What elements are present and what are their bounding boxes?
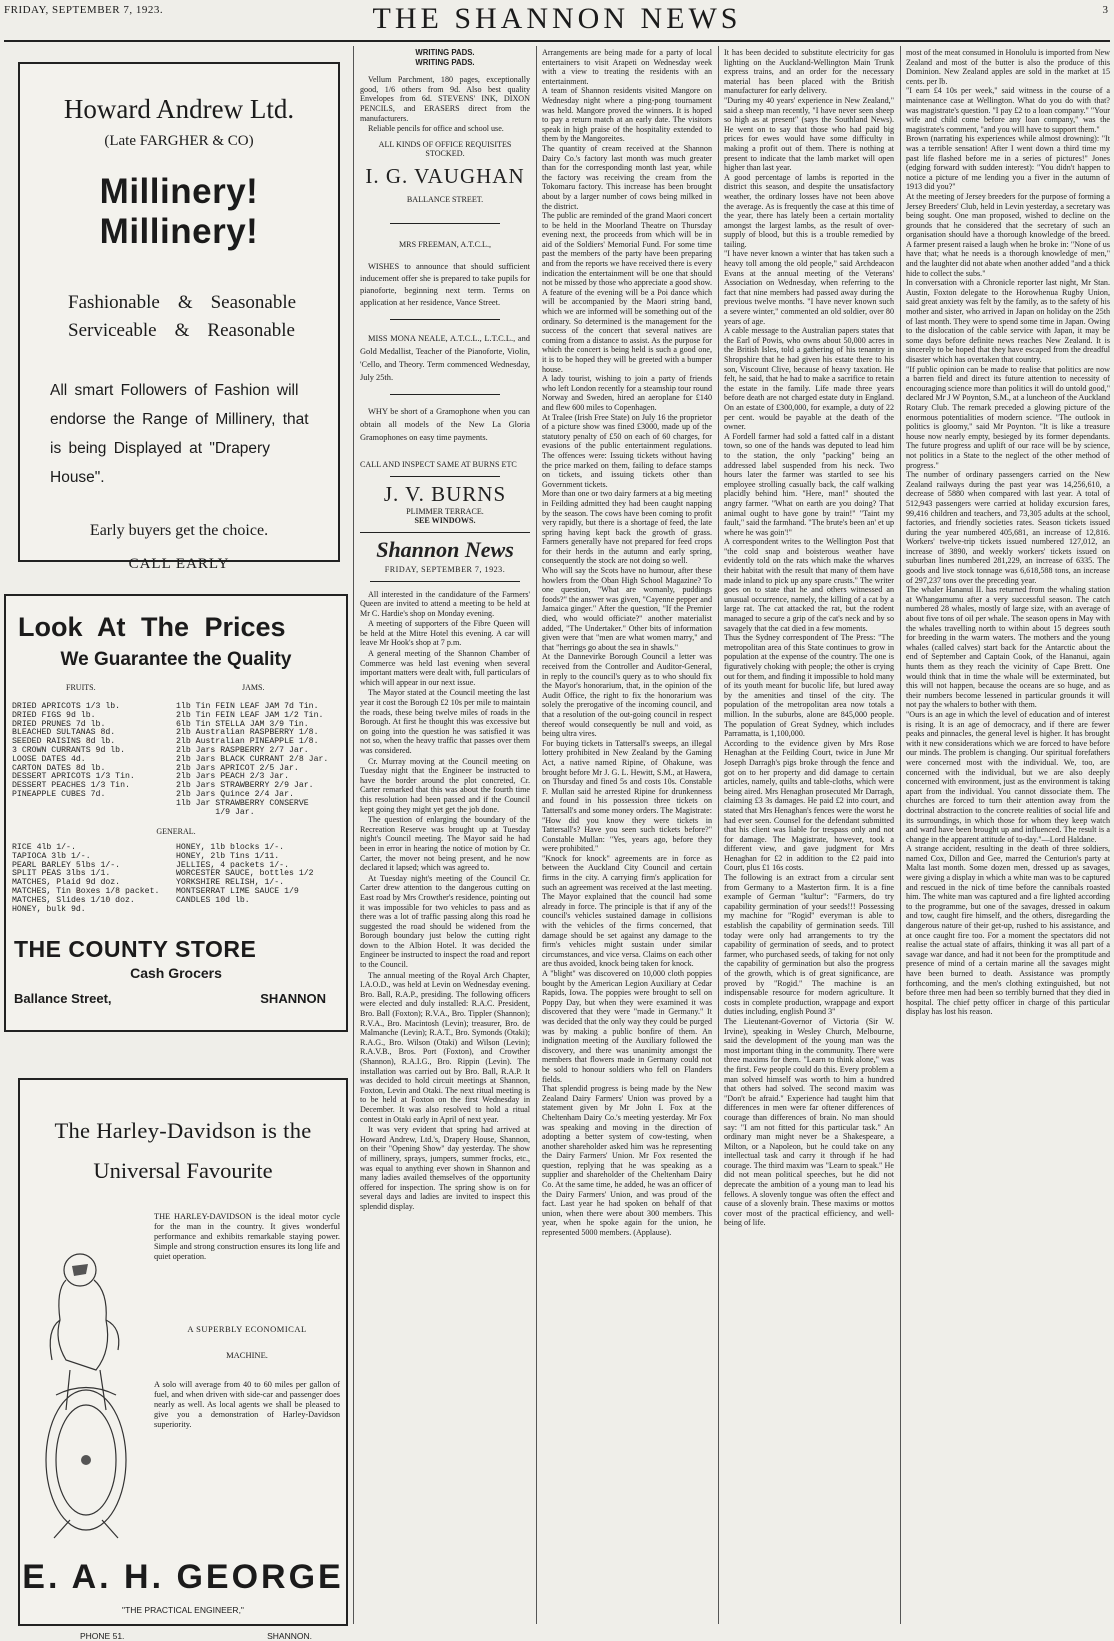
tag-serviceable: Serviceable [68,320,157,341]
vaughan-address: BALLANCE STREET. [406,194,484,204]
ampersand: & [174,320,190,341]
store-address-row [14,991,326,1006]
news-item: Cr. Murray moving at the Council meeting on Tuesday night that the Engineer be instructed to have the border around the plot concreted, Cr. Carter remarked that this was about the fourth time this resolution had been passed and if the Council kept going they might yet get the job done. [360,756,530,814]
gramophone-notice: WHY be short of a Gramophone when you can obtain all models of the New La Gloria Gramophones on easy time payments. [360,407,530,443]
harley-headline-1: The Harley-Davidson is the [54,1118,312,1143]
writing-pads-head: WRITING PADS. [415,48,475,57]
jams-heading: JAMS. [242,683,265,692]
general-list-left: RICE 4lb 1/-. TAPIOCA 3lb 1/-. PEARL BARLEY 5lbs 1/-. SPLIT PEAS 3lbs 1/1. MATCHES, Plaid 9d doz. MATCHES, Tin Boxes 1/8 packet. MATCHES, Slides 1/10 doz. HONEY, bulk 9d. [12,843,160,914]
howard-andrew-ad [18,62,340,572]
column-divider [536,46,537,1624]
freeman-notice: WISHES to announce that should sufficient inducement offer she is prepared to take pupils for pianoforte, beginning next term. Terms on application at her residence, Vance Street. [360,262,530,308]
inspect-notice: CALL AND INSPECT SAME AT BURNS ETC [360,460,517,470]
general-lists [6,844,346,924]
harley-description: THE HARLEY-DAVIDSON is the ideal motor cycle for the man in the country. It gives wonderful performance and exhibits remarkable staying power. Simple and strong construction ensures its long life and quiet operation. [154,1212,340,1261]
column-divider [353,46,354,1624]
column-2 [360,48,530,1626]
store-street: Ballance Street, [14,991,112,1006]
tag-reasonable: Reasonable [207,320,295,341]
ampersand: & [177,292,193,313]
store-town: SHANNON [260,991,326,1006]
fruit-jam-lists [6,703,346,823]
column-5: most of the meat consumed in Honolulu is imported from New Zealand and most of the butter is also the produce of this Dominion. New Zealand apples are sold in the market at 15 cents. per lb. "I earn £4 10s per week," said witness in the course of a maintenance case at Wellington. What do you do with that? was magistrate's question. "I pay £2 to a loan company." "Your wife and child come before any loan company," was the magistrate's comment, "and you will have to support them." Brown (narrating his experiences while almost drowning): "It was a terrible sensation! After I went down a third time my past life flashed before me in a series of pictures!" Jones (edging forward with sudden interest): "You didn't happen to notice a picture of me lending you a fiver in the autumn of 1913 did you?" At the meeting of Jersey breeders for the purpose of forming a Jersey Breeders' Club, held in Levin yesterday, a secretary was being sought. One man proposed, wished to decline on the grounds that he considered that the secretary of such an organisation should have a thorough knowledge of the breed. A farmer present raised a laugh when he broke in: "None of us have that; what he needs is a thorough knowledge of men," and the laughter did not abate when another added "and a thick hide to collect the subs." In conversation with a Chronicle reporter last night, Mr Stan. Austin, Foxton delegate to the Horowhenua Rugby Union, said great anxiety was felt by the family, as to the safety of his mother and sister, who arrived in Japan on holiday on the 25th of last month. They were to spend some time in Japan. Owing to the dislocation of the cable service with Japan, it may be some days before definite news reaches New Zealand. It is sincerely to be hoped that they have escaped from the dreadful disaster which has overtaken that country. "If public opinion can be made to realise that politics are now a barren field and direct its future attention to necessity of encouraging science more than politics it will do untold good," declared Mr J W Poynton, S.M., at a luncheon of the Auckland Rotary Club. The remark preceded a glowing picture of the enormous potentialities of modern science. "The outlook in politics is gloomy," said Mr Poynton. "It is like a treasure house now nearly empty, besieged by its former dependants. The future progress and uplift of our race will be by science, not politics in a State to the neglect of the other method of progress." The number of ordinary passengers carried on the New Zealand railways during the past year was 14,256,610, a decrease of 5880 when compared with last year. A total of 512,943 passengers were carried at holiday excursion fares, 99,416 children and teachers, and 73,305 adults at the school, factories, and friendly societies rates. Season tickets issued during the year numbered 405,681, an increase of 12,816. Workers' twelve-trip tickets issued numbered 127,012, an increase of 3890, and weekly workers' tickets issued on suburban lines numbered 281,229, an increase of 6335. The goods and live stock tonnage was 6,618,588 tons, an increase of 297,237 tons over the preceding year. The whaler Hananui II. has returned from the whaling station at Whangamumu after a very successful season. The catch numbered 28 whales, mostly of large size, with an average of about five tons of oil per whale. The season opens in May with the whales travelling north to within about 15 degrees south for breeding in the warm waters. The mothers and the young whales (called calves) start back for the Antarctic about the end of September and Captain Cook, of the Hananui, again hunts them as they reach the vicinity of Cape Brett. One would think that in time the whale will be exterminated, but this will not happen, because the oceans are so huge, and as their numbers become lessened in particular grounds it will not pay the whalers to bother with them. "Ours is an age in which the level of education and of interest is rising. It is an age of democracy, and if there are fewer peaks and pinnacles, the general level is higher. It has brought with it new considerations which we are forced to have before our minds. The problem is changing. Our spiritual forefathers were concerned most with the individual. We, too, are concerned with the individual, but we are also deeply concerned with environment, just as the environment is taking apart from the individual. You cannot dissociate them. The churches are forced to turn their attention away from the doctrinal abstraction to the concrete realities of social life and its surroundings, in which those for whom they keep watch and ward have been brought up and influenced. The result is a change in the apparent attitude of to-day."—Lord Haldane. A strange accident, resulting in the death of three soldiers, named Cox, Dillon and Gee, marred the Centurion's party at Malta last month. Some dozen men, dressed up as savages, were giving a display in which a white man was to be captured and rescued in the nick of time before the cannibals roasted him. The white man was captured and a fire lighted according to the programme, but one of the savages, dressed in oakum and tow, caught fire himself, and the others, disregarding the dangerous nature of their get-up, rushed to his assistance, and at once caught fire too. For a moment the spectators did not realise the actual state of affairs, thinking it was all part of a savage war dance, and had it not been for the promptitude and presence of mind of a certain marine all the savages might have been burned to death. Assistance was promptly forthcoming, and the men's clothing extinguished, but not before three men had been so terribly burned that they died in hospital. The chief petty officer in charge of this particular display has lost his reason. [906,48,1110,1017]
prices-headline: Look At The Prices [18,612,286,642]
motorcycle-rider-illustration [26,1220,146,1540]
burns-name: J. V. BURNS [383,481,507,506]
harley-davidson-ad [18,1078,348,1641]
neale-notice: MISS MONA NEALE, A.T.C.L., L.T.C.L., and Gold Medallist, Teacher of the Pianoforte, Violin, 'Cello, and Theory. Term commenced Wednesday, July 25th. [360,334,530,383]
column-divider [718,46,719,1624]
vaughan-name: I. G. VAUGHAN [365,163,525,188]
harley-body-area [20,1212,346,1542]
millinery-body: All smart Followers of Fashion will endorse the Range of Millinery, that is being Displayed at "Drapery House". [50,382,309,486]
freeman-heading: MRS FREEMAN, A.T.C.L., [398,239,492,249]
dealer-tagline: "THE PRACTICAL ENGINEER," [122,1605,244,1615]
tagline-row-1 [68,292,338,314]
dealer-phone: PHONE 51. [80,1631,125,1641]
tag-fashionable: Fashionable [68,292,160,313]
tagline-row-2 [68,320,338,342]
list-headings [6,683,346,697]
news-item: The annual meeting of the Royal Arch Chapter, I.A.O.D., was held at Levin on Wednesday evening. Bro. Ball, R.A.P., presiding. The following officers were elected and duly installed: R.A.C. President, Bro. Ball (Foxton); R.V.A., Bro. Tippler (Shannon); R.V.A., Bro. Macintosh (Levin); treasurer, Bro. de Malmanche (Levin); R.A.T., Bro. Symonds (Otaki); R.A.G., Bro. Wilson (Otaki) and Wilson (Levin); R.A.V.B., Bros. Port (Foxton), and Crowther (Shannon), R.A.I.G., Bro. Rippin (Levin). The installation was carried out by Bro. Ball, R.A.P. It was decided to hold circuit meetings at Shannon, Foxton, Levin and Otaki. The next ritual meeting is to be held at Foxton on the first Wednesday in December. It was also resolved to hold a ritual contest in Otaki early in April of next year. [360,970,530,1124]
dealer-contact-row [80,1631,312,1641]
writing-pads-head: WRITING PADS. [415,57,475,67]
economical-subhead: A SUPERBLY ECONOMICAL [187,1324,307,1334]
county-store-name: THE COUNTY STORE [14,936,257,962]
machine-subhead: MACHINE. [226,1350,268,1360]
quality-subhead: We Guarantee the Quality [60,649,292,670]
county-store-ad [4,594,348,1032]
page-number: 3 [1102,4,1108,16]
news-item: A general meeting of the Shannon Chamber of Commerce was held last evening when several important matters were dealt with, full particulars of which will appear in our next issue. [360,649,530,687]
vellum-text: Vellum Parchment, 180 pages, exceptionally good, 1/6 others from 9d. Also best quality Envelopes from 6d. STEVENS' INK, DIXON PENCILS, and ERASERS direct from the manufacturers. [360,75,530,123]
harley-economy-text: A solo will average from 40 to 60 miles per gallon of fuel, and when driven with side-car and passenger does nearly as well. As local agents we shall be pleased to give you a demonstration of Harley-Davidson superiority. [154,1380,340,1429]
paper-date: FRIDAY, SEPTEMBER 7, 1923. [384,564,506,574]
masthead-rule [4,40,1110,42]
news-item: The Mayor stated at the Council meeting the last year it cost the Borough £2 10s per mile to maintain the roads, these being twelve miles of roads in the Borough. At first he thought this was excessive but on going into the question he was satisfied it was not so, when the heavy traffic that passes over them was considered. [360,688,530,755]
newspaper-title: THE SHANNON NEWS [372,2,742,35]
harley-headline-2: Universal Favourite [93,1158,273,1183]
dealer-town: SHANNON. [267,1631,312,1641]
news-item: The question of enlarging the boundary of the Recreation Reserve was brought up at Tuesday night's Council meeting. The Mayor said he had been in error in hearing the notice of motion by Cr. Carter, the mover not being present, and he now declared it lapsed; which was agreed to. [360,815,530,873]
news-item: It was very evident that spring had arrived at Howard Andrew, Ltd.'s, Drapery House, Shannon, on their "Opening Show" day yesterday. The show of millinery, sprays, jumpers, summer frocks, etc., was equal to anything ever shown in Shannon and many ladies availed themselves of the opportunity offered for inspection. The spring show is on for several days and ladies are invited to inspect this splendid display. [360,1125,530,1211]
news-item: At Tuesday night's meeting of the Council Cr. Carter drew attention to the dangerous cutting on East road by Mrs Crowther's residence, pointing out it was impossible for two vehicles to pass and as there was a lot of traffic passing along this road he suggested the road should be widened from the Borough boundary just below the cutting right down to the Albion Hotel. It was decided the Engineer be instructed to inspect the road and report to the Council. [360,873,530,970]
company-former-name: (Late FARGHER & CO) [104,133,254,149]
early-buyers-text: Early buyers get the choice. [89,522,269,539]
paper-nameplate: Shannon News [376,536,514,562]
company-name: Howard Andrew Ltd. [63,94,295,124]
call-early-text: CALL EARLY [128,556,230,572]
issue-date: FRIDAY, SEPTEMBER 7, 1923. [4,4,164,16]
column-3: Arrangements are being made for a party of local entertainers to visit Arapeti on Wednesday week with a view to treating the residents with an entertainment. A team of Shannon residents visited Mangore on Wednesday night where a ping-pong tournament was held. Mangore proved the winners. It is hoped to pay a return match at an early date. The visitors speak in high praise of the hospitality extended to them by the Mangoreites. The quantity of cream received at the Shannon Dairy Co.'s factory last month was much greater than for the corresponding month last year, while the factory was receiving the cream from the Tokomaru factory. This increase has been brought about by a larger number of cows being milked in the district. The public are reminded of the grand Maori concert to be held in the Moorland Theatre on Thursday evening next, the proceeds from which will be in aid of the Soldiers' Memorial Fund. For some time past the members of the party have been preparing and from the reports we have received there is every indication the entertainment will be one that should not be missed by those who appreciate a good show. A feature of the evening will be a Poi dance which will be accompanied by the Maori string band, which we are informed will be something out of the ordinary. So determined is the management for the success of the concert that several natives are coming from a distance to assist. As the purpose for which the concert is being held is such a good one, it is to be hoped they will be greeted with a bumper house. A lady tourist, wishing to join a party of friends who left London recently for a steamship tour round Norway and Sweden, hired an aeroplane for £140 and flew 600 miles to Copenhagen. At Tralee (Irish Free State) on July 16 the proprietor of a picture show was fined £3000, made up of the statutory penalty of £50 on each of 60 charges, for evasions of the public entertainment regulations. The offences were: Issuing tickets without having the price marked on them, failing to deface stamps on tickets, and issuing tickets other than Government tickets. More than one or two dairy farmers at a big meeting in Feilding admitted they had been caught napping by the season. The cows have been coming to profit very rapidly, but there is a shortage of feed, the late spring having kept back the growth of grass. Farmers generally have not prepared for feed crops for their herds in the autumn and early spring, consequently the stock are not doing so well. Who will say the Scots have no humour, after these howlers from the Oban High School Magazine? To one question, "What are womanly, puddings foods?" the answer was given, "Cayenne pepper and Jamaica ginger." After the question, "If the Premier died, who would officiate?" another materialist added, "The Undertaker." Other bits of information given were that "men are what women marry," and that "herrings go about the sea in shawls." At the Dannevirke Borough Council a letter was received from the Controller and Auditor-General, in reply to the council's query as to who should fix the Mayor's honorarium, that, in the opinion of the Audit Office, the right to fix the honorarium was solely the prerogative of the incoming council, and that a resolution of the out-going council in respect thereof would consequently be null and void, as being ultra vires. For buying tickets in Tattersall's sweeps, an illegal lottery prohibited in New Zealand by the Gaming Act, a native named Ripine, of Ohakune, was brought before Mr J. G. L. Hewitt, S.M., at Hawera, on Thursday and fined 5s and costs 10s. Constable F. Mullan said he arrested Ripine for drunkenness and found in his possession three tickets on Tattersall's and some money orders. The Magistrate: "How did you know they were tickets in Tattersall's? Have you seen such tickets before?" Constable Mullan: "Yes, years ago, before they were prohibited." "Knock for knock" agreements are in force as between the Auckland City Council and certain firms in the city. A carrying firm's application for such an agreement was received at the last meeting. The Mayor explained that the council had some already in force. The principle is that if any of the council's vehicles sustained damage in collisions with the vehicles of the firms concerned, that damage should be set against any damage to the firm's vehicles might sustain under similar circumstances, and vice versa. Claims on each other are thus avoided, knock being taken for knock. A "blight" was discovered on 10,000 cloth poppies bought by the American Legion Auxiliary at Cedar Rapids, Iowa. The poppies were brought to sell on Poppy Day, but when they were examined it was discovered that they were "made in Germany." It was decided that the only way they could be purged was by making a public bonfire of them. An indignation meeting of the Auxiliary followed the discovery, and there was unanimity amongst the members that flowers made in Germany could not be sold to honour soldiers who fell on Flanders fields. That splendid progress is being made by the New Zealand Dairy Farmers' Union was proved by a statement given by Mr John I. Fox at the Cheltenham Dairy Co.'s meeting yesterday. Mr Fox was speaking and moving in the direction of adopting a better system of cow-testing, when another shareholder asked him was he representing the Dairy Farmers' Union. Mr Fox resented the question, replying that he was speaking as a supplier and shareholder of the Cheltenham Dairy Co. At the same time, he added, he was an officer of the Dairy Farmers' Union, and was proud of the fact. Last year he had spoken on behalf of that union, when there were about 300 members. This year, when he spoke again for the union, he represented 5000 members. (Applause). [542,48,712,1238]
fruits-heading: FRUITS. [66,683,96,692]
millinery-headline: Millinery! Millinery! [99,172,259,251]
jams-list: 1lb Tin FEIN LEAF JAM 7d Tin. 2lb Tin FEIN LEAF JAM 1/2 Tin. 6lb Tin STELLA JAM 3/9 Tin. 2lb Australian RASPBERRY 1/8. 2lb Australian PINEAPPLE 1/8. 2lb Jars RASPBERRY 2/7 Jar. 2lb Jars BLACK CURRANT 2/8 Jar. 2lb Jars APRICOT 2/5 Jar. 2lb Jars PEACH 2/3 Jar. 2lb Jars STRAWBERRY 2/9 Jar. 2lb Jars Quince 2/4 Jar. 1lb Jar STRAWBERRY CONSERVE 1/9 Jar. [176,702,329,817]
tag-seasonable: Seasonable [210,292,297,313]
news-item: All interested in the candidature of the Farmers' Queen are invited to attend a meeting to be held at Mr C. Hardie's shop on Monday evening. [360,589,530,618]
dealer-name: E. A. H. GEORGE [22,1558,344,1596]
general-heading: GENERAL. [156,827,196,836]
news-item: A meeting of supporters of the Fibre Queen will be held at the Mitre Hotel this evening. A car will leave Mr Hook's shop at 7 p.m. [360,619,530,648]
cash-grocers: Cash Grocers [130,965,222,981]
office-requisites: ALL KINDS OF OFFICE REQUISITES STOCKED. [378,139,512,159]
general-list-right: HONEY, 1lb blocks 1/-. HONEY, 2lb Tins 1/11. JELLIES, 4 packets 1/-. WORCESTER SAUCE, bottles 1/2 YORKSHIRE RELISH, 1/-. MONTSERRAT LIME SAUCE 1/9 CANDLES 10d lb. [176,843,314,905]
reliable-pencils-text: Reliable pencils for office and school use. [368,124,504,134]
burns-address: PLIMMER TERRACE. [406,506,484,516]
column-divider [900,46,901,1624]
column-4: It has been decided to substitute electricity for gas lighting on the Auckland-Wellington Main Trunk express trains, and an order for the necessary material has been placed with the British manufacturer for early delivery. "During my 40 years' experience in New Zealand," said a sheep man recently, "I have never seen sheep so high as at present" (says the Southland News). He went on to say that those who had paid big prices for ewes would have some difficulty in making a profit out of them. There is nothing at present to indicate that the lamb market will open higher than last year. A good percentage of lambs is reported in the district this season, and despite the unsatisfactory weather, the ordinary losses have not been above the average. As is frequently the case at this time of the year, there has lately been a certain mortality amongst the largest lambs, as the result of over-supply of blood, but this is a trouble remedied by tailing. "I have never known a winter that has taken such a heavy toll among the old people," said Archdeacon Evans at the annual meeting of the Veterans' Association on Wednesday, when referring to the fact that nine members had passed away during the previous twelve months. "I have never known such a severe winter," commented an old soldier, over 80 years of age. A cable message to the Australian papers states that the Earl of Powis, who owns about 50,000 acres in the British Isles, told a gathering of his tenantry in Shropshire that he had given his estate there to his son, Viscount Clive, because of heavy taxation. He felt, he said, that he had to make a sacrifice to retain the estate in the family. Life made three years before death are not charged estate duty in England. On an estate of £300,000, for example, a duty of 22 per cent. would be payable at the death of the owner. A Fordell farmer had sold a fatted calf in a distant town, so one of the hands was deputed to lead him to the station, the only "packing" being an addressed label suspended from his neck. Two hours later the farmer was startled to see his employee strolling casually back, the calf walking placidly behind him. "Here, man!" shouted the angry farmer. "What on earth are you doing? That animal ought to have gone by train!" "Taint my fault," said the farmhand. "The brute's been an' et up where he was goin'!" A correspondent writes to the Wellington Post that "the cold snap and boisterous weather have evidently told on the rats which make the wharves their habitat with the result that many of them have made inland to pick up any spare crusts." The writer goes on to state that he and others witnessed an unusual occurrence, namely, the killing of a cat by a large rat. The cat attacked the rat, but the rodent managed to secure a grip of the cat's neck and by so savagely that the cat died in a few moments. Thus the Sydney correspondent of The Press: "The metropolitan area of this State continues to grow in population at the expense of the country. The one is figuratively choking with people; the other is crying out for them, and finding it impossible to hold many of its youth meant for bucolic life, but lured away by the amenities and tinsel of the city. The population of the metropolitan area now totals a million. In the suburbs, alone are 845,000 people. The population of Great Sydney, which includes Parramatta, is 1,100,000. According to the evidence given by Mrs Rose Henaghan at the Feilding Court, twice in June Mr Joseph Darragh's pigs broke through the fence and got on to her property and did damage to certain articles, namely, quilts and table-cloths, which were being aired. Mrs Henaghan prosecuted Mr Darragh, claiming £3 3s damages. He paid £2 into court, and stated that Mrs Henaghan's fences were the worst he had ever seen. Counsel for the defendant submitted that his client was liable for trespass only and not for damage. The Magistrate, however, took a different view, and gave judgment for Mrs Henaghan for £2 in addition to the £2 paid into Court, plus £1 16s costs. The following is an extract from a circular sent from Germany to a Masterton firm. It is a fine example of German "kultur": "Farmers, do try capability germination of your seeds!!! Possessing my machine for "Rogid" everyman is able to establish the capability of germination seeds. Till today were only had arrangements to try the capability of germination of seeds, and to protect farmer, who purchased seeds, of taking for not only the capability of germination but also the progress of the growth, which is of great significance, are proved by "Rogid." The machine is an indispensable resource for modern agriculture. It costs in complete production, wrappage and export duties including, english Pound 3" The Lieutenant-Governor of Victoria (Sir W. Irvine), speaking in Wesley Church, Melbourne, said the development of the young man was the most important thing in the community. There were three maxims for them. "Learn to think alone," was the first. Few people could do this. Every problem a man solved himself was worth to him a hundred that others had solved. The second maxim was "Don't be afraid." Experience had taught him that differences in men were far oftener differences of courage than differences of brain. No man should say: "I am not fitted for this particular task." An ordinary man might never be a Shakespeare, a Milton, or a Napoleon, but he could take on any intellectual task and carry it through if he had courage. The third maxim was "Learn to speak." He did not mean political speeches, but he did not deprecate the ambition of a young man to lead his fellows. A slovenly tongue was often the effect and cause of a slovenly brain. These maxims or mottos cover most of the practical efficiency, and well-being of life. [724,48,894,1228]
fruits-list: DRIED APRICOTS 1/3 lb. DRIED FIGS 9d lb. DRIED PRUNES 7d lb. BLEACHED SULTANAS 8d. SEEDED RAISINS 8d lb. 3 CROWN CURRANTS 9d lb. LOOSE DATES 4d. CARTON DATES 8d lb. DESSERT APRICOTS 1/3 Tin. DESSERT PEACHES 1/3 Tin. PINEAPPLE CUBES 7d. [12,702,135,799]
burns-see-windows: SEE WINDOWS. [414,516,476,526]
